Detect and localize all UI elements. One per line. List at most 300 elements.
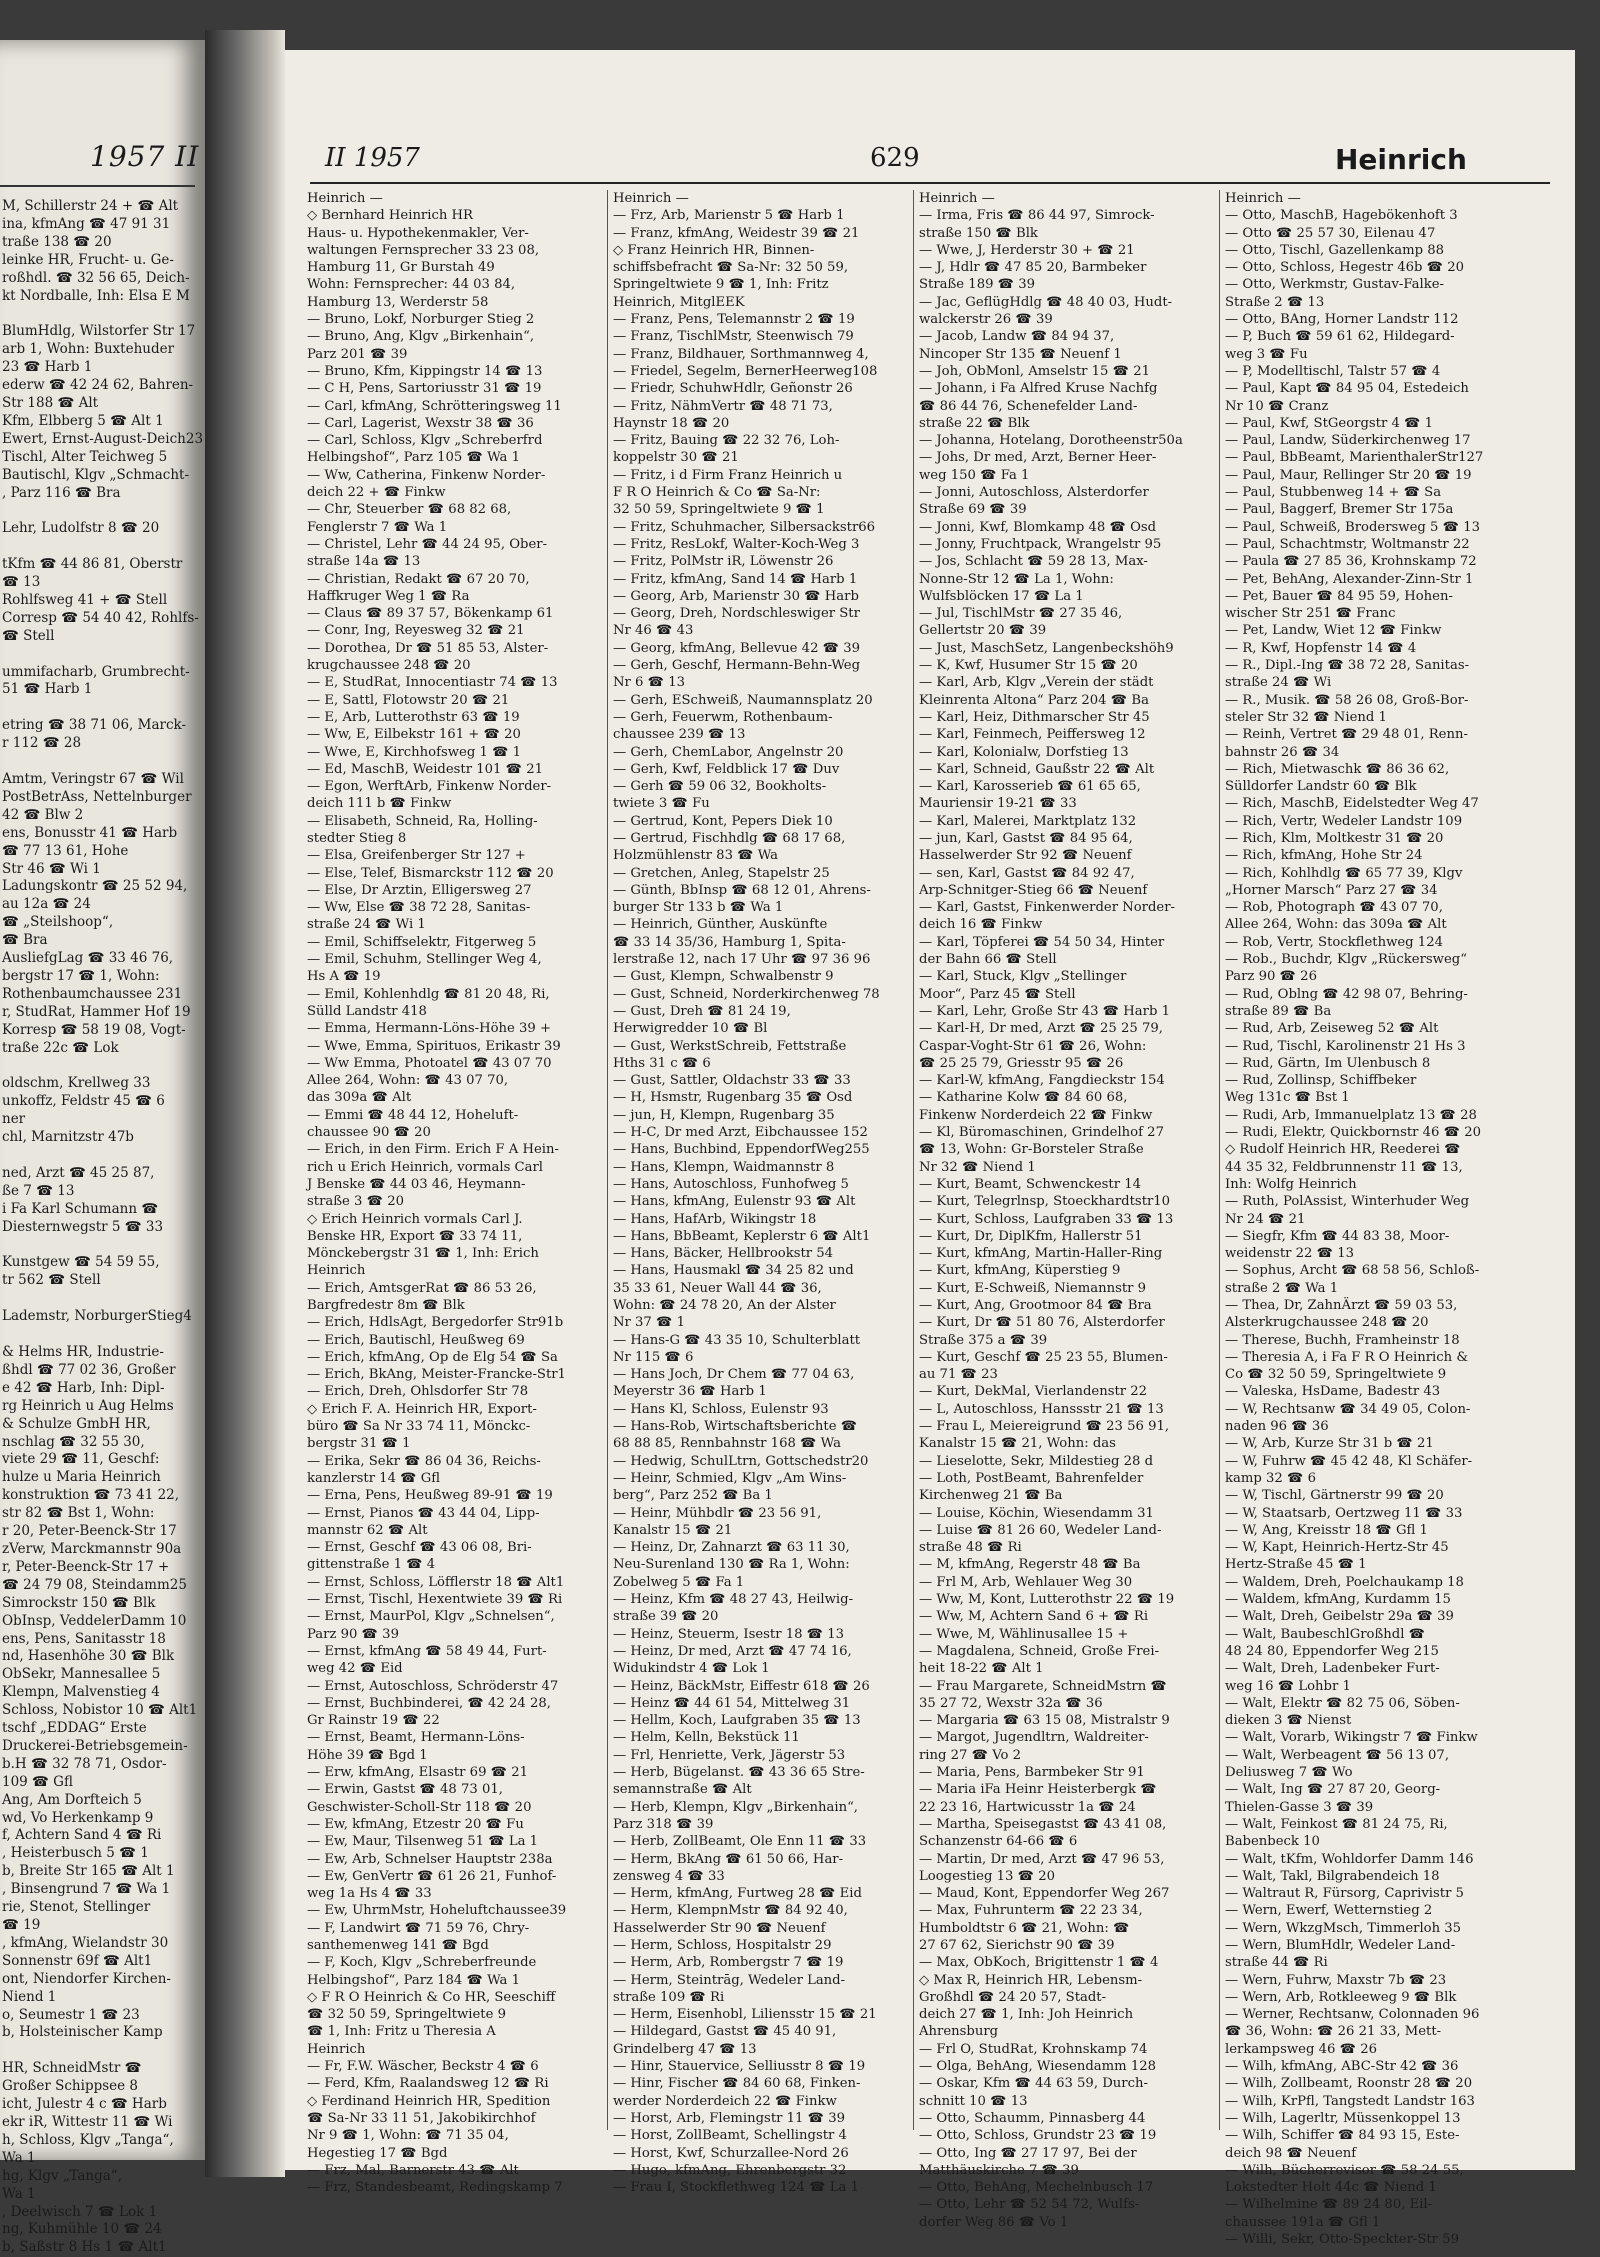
- directory-entry-line: Bargfredestr 8m ☎ Blk: [307, 1298, 465, 1313]
- directory-entry-line: — Oskar, Kfm ☎ 44 63 59, Durch-: [919, 2076, 1148, 2092]
- directory-entry-line: stedter Stieg 8: [307, 830, 407, 846]
- directory-entry-line: , Parz 116 ☎ Bra: [2, 484, 121, 501]
- directory-entry-line: Nr 10 ☎ Cranz: [1225, 398, 1329, 414]
- directory-entry-line: — Erw, kfmAng, Elsastr 69 ☎ 21: [307, 1765, 529, 1781]
- directory-entry-line: — Franz, Bildhauer, Sorthmannweg 4,: [613, 346, 869, 362]
- directory-entry-line: Nr 32 ☎ Niend 1: [919, 1159, 1036, 1175]
- directory-entry-line: str 82 ☎ Bst 1, Wohn:: [2, 1505, 155, 1522]
- directory-entry-line: semannstraße ☎ Alt: [613, 1782, 752, 1798]
- directory-entry-line: — Rob, Vertr, Stockflethweg 124: [1225, 934, 1443, 950]
- directory-entry-line: — Heinz, Kfm ☎ 48 27 43, Heilwig-: [613, 1592, 854, 1608]
- directory-entry-line: straße 22 ☎ Blk: [919, 415, 1030, 431]
- directory-entry-line: Deliusweg 7 ☎ Wo: [1225, 1765, 1353, 1781]
- directory-entry-line: — Erich, kfmAng, Op de Elg 54 ☎ Sa: [307, 1349, 558, 1365]
- directory-entry-line: — Otto, Schaumm, Pinnasberg 44: [919, 2110, 1146, 2126]
- directory-entry-line: ☎ 32 50 59, Springeltwiete 9: [307, 2007, 506, 2023]
- directory-entry-line: — Wern, Fuhrw, Maxstr 7b ☎ 23: [1225, 1972, 1447, 1988]
- directory-entry-line: Str 188 ☎ Alt: [2, 394, 99, 411]
- directory-entry-line: — Fritz, Bauing ☎ 22 32 76, Loh-: [613, 433, 840, 449]
- directory-entry-line: Nr 24 ☎ 21: [1225, 1211, 1306, 1227]
- directory-entry-line: [2, 1237, 202, 1255]
- directory-entry-line: — E, Arb, Lutterothstr 63 ☎ 19: [307, 709, 520, 725]
- directory-entry-line: — Johs, Dr med, Arzt, Berner Heer-: [919, 450, 1157, 466]
- directory-entry-line: — Fritz, ResLokf, Walter-Koch-Weg 3: [613, 536, 860, 552]
- directory-entry-line: — Jul, TischlMstr ☎ 27 35 46,: [919, 606, 1123, 622]
- directory-entry-line: — jun, H, Klempn, Rugenbarg 35: [613, 1107, 835, 1123]
- directory-entry-line: — Ernst, kfmAng ☎ 58 49 44, Furt-: [307, 1643, 547, 1659]
- directory-entry-line: — Georg, Dreh, Nordschleswiger Str: [613, 606, 860, 622]
- directory-entry-line: HR, SchneidMstr ☎: [2, 2060, 142, 2077]
- directory-entry-line: — Emma, Hermann-Löns-Höhe 39 +: [307, 1021, 552, 1037]
- directory-entry-line: — Gretchen, Anleg, Stapelstr 25: [613, 865, 830, 881]
- directory-entry-line: rg Heinrich u Aug Helms: [2, 1397, 174, 1414]
- directory-entry-line: chaussee 191a ☎ Gfl 1: [1225, 2214, 1381, 2230]
- directory-entry-line: — Horst, ZollBeamt, Schellingstr 4: [613, 2128, 847, 2144]
- directory-entry-line: — Friedr, SchuhwHdlr, Geñonstr 26: [613, 381, 853, 397]
- directory-entry-line: Rohlfsweg 41 + ☎ Stell: [2, 591, 168, 608]
- header-rule: [310, 182, 1550, 184]
- directory-entry-line: — Gerh, ESchweiß, Naumannsplatz 20: [613, 692, 873, 708]
- directory-entry-line: — L, Autoschloss, Hanssstr 21 ☎ 13: [919, 1401, 1164, 1417]
- directory-entry-line: — Karl, Lehr, Große Str 43 ☎ Harb 1: [919, 1003, 1170, 1019]
- directory-entry-line: weg 150 ☎ Fa 1: [919, 467, 1030, 483]
- page-number: 629: [870, 143, 920, 173]
- directory-entry-line: viete 29 ☎ 11, Geschf:: [2, 1451, 160, 1468]
- directory-entry-line: Moor“, Parz 45 ☎ Stell: [919, 986, 1076, 1002]
- directory-entry-line: Lademstr, NorburgerStieg4: [2, 1308, 192, 1325]
- directory-entry-line: tschf „EDDAG“ Erste: [2, 1720, 147, 1737]
- directory-entry-line: — Siegfr, Kfm ☎ 44 83 38, Moor-: [1225, 1228, 1450, 1244]
- directory-entry-line: — Wwe, E, Kirchhofsweg 1 ☎ 1: [307, 744, 522, 760]
- directory-entry-line: Kanalstr 15 ☎ 21: [613, 1522, 733, 1538]
- directory-entry-line: chaussee 239 ☎ 13: [613, 727, 746, 743]
- directory-entry-line: ☎ Bra: [2, 932, 48, 949]
- directory-entry-line: der Bahn 66 ☎ Stell: [919, 952, 1057, 968]
- directory-entry-line: traße 138 ☎ 20: [2, 233, 112, 250]
- directory-entry-line: icht, Julestr 4 c ☎ Harb: [2, 2096, 167, 2113]
- directory-entry-line: Heinrich —: [919, 191, 995, 206]
- directory-entry-line: — Ernst, Beamt, Hermann-Löns-: [307, 1730, 525, 1746]
- directory-entry-line: hulze u Maria Heinrich: [2, 1469, 161, 1486]
- directory-entry-line: — Johanna, Hotelang, Dorotheenstr50a: [919, 433, 1183, 449]
- directory-entry-line: konstruktion ☎ 73 41 22,: [2, 1487, 180, 1504]
- left-page-header: 1957 II: [90, 140, 200, 173]
- directory-entry-line: — Wwe, Emma, Spirituos, Erikastr 39: [307, 1038, 561, 1054]
- directory-entry-line: — Frau Margarete, SchneidMstrn ☎: [919, 1678, 1167, 1694]
- directory-entry-line: — Erwin, Gastst ☎ 48 73 01,: [307, 1782, 503, 1798]
- directory-entry-line: rich u Erich Heinrich, vormals Carl: [307, 1159, 544, 1175]
- directory-entry-line: — Walt, Werbeagent ☎ 56 13 07,: [1225, 1747, 1450, 1763]
- directory-entry-line: — P, Buch ☎ 59 61 62, Hildegard-: [1225, 329, 1455, 345]
- directory-entry-line: — Hellm, Koch, Laufgraben 35 ☎ 13: [613, 1713, 861, 1729]
- directory-entry-line: — Ernst, Geschf ☎ 43 06 08, Bri-: [307, 1540, 532, 1556]
- directory-entry-line: — Rud, Tischl, Karolinenstr 21 Hs 3: [1225, 1038, 1466, 1054]
- directory-entry-line: Simrockstr 150 ☎ Blk: [2, 1594, 156, 1611]
- directory-entry-line: ☎ 19: [2, 1917, 41, 1933]
- directory-entry-line: — P, Modelltischl, Talstr 57 ☎ 4: [1225, 363, 1441, 379]
- directory-entry-line: e 42 ☎ Harb, Inh: Dipl-: [2, 1379, 165, 1396]
- directory-entry-line: dieken 3 ☎ Nienst: [1225, 1713, 1352, 1729]
- directory-entry-line: J Benske ☎ 44 03 46, Heymann-: [307, 1176, 526, 1192]
- directory-entry-line: — Conr, Ing, Reyesweg 32 ☎ 21: [307, 623, 525, 639]
- directory-entry-line: — Claus ☎ 89 37 57, Bökenkamp 61: [307, 606, 554, 622]
- directory-entry-line: Klempn, Malvenstieg 4: [2, 1684, 160, 1701]
- directory-entry-line: — Hinr, Stauervice, Selliusstr 8 ☎ 19: [613, 2059, 866, 2075]
- directory-entry-line: 68 88 85, Rennbahnstr 168 ☎ Wa: [613, 1436, 841, 1452]
- directory-entry-line: bergstr 31 ☎ 1: [307, 1436, 411, 1452]
- directory-entry-line: — Paul, BbBeamt, MarienthalerStr127: [1225, 450, 1484, 466]
- directory-entry-line: au 71 ☎ 23: [919, 1367, 998, 1383]
- directory-entry-line: — Herm, Eisenhobl, Liliensstr 15 ☎ 21: [613, 2007, 877, 2023]
- directory-entry-line: — Ww, M, Achtern Sand 6 + ☎ Ri: [919, 1609, 1149, 1625]
- directory-entry-line: Straße 375 a ☎ 39: [919, 1332, 1048, 1348]
- directory-entry-line: Allee 264, Wohn: ☎ 43 07 70,: [307, 1073, 509, 1089]
- directory-entry-line: Loogestieg 13 ☎ 20: [919, 1868, 1055, 1884]
- directory-entry-line: — Helm, Kelln, Bekstück 11: [613, 1730, 800, 1746]
- directory-entry-line: ☎ 1, Inh: Fritz u Theresia A: [307, 2024, 496, 2040]
- directory-entry-line: — Wilh, kfmAng, ABC-Str 42 ☎ 36: [1225, 2059, 1459, 2075]
- directory-entry-line: Sonnenstr 69f ☎ Alt1: [2, 1952, 153, 1969]
- directory-entry-line: — Otto, Werkmstr, Gustav-Falke-: [1225, 277, 1444, 293]
- directory-entry-line: — Heinz, Dr, Zahnarzt ☎ 63 11 30,: [613, 1540, 850, 1556]
- directory-entry-line: Diesternwegstr 5 ☎ 33: [2, 1218, 164, 1235]
- directory-entry-line: — Maria iFa Heinr Heisterbergk ☎: [919, 1782, 1157, 1798]
- directory-entry-line: Kirchenweg 21 ☎ Ba: [919, 1488, 1063, 1504]
- directory-entry-line: — W, Kapt, Heinrich-Hertz-Str 45: [1225, 1540, 1449, 1556]
- directory-entry-line: — Rud, Zollinsp, Schiffbeker: [1225, 1073, 1417, 1089]
- directory-entry-line: ◇ F R O Heinrich & Co HR, Seeschiff: [307, 1989, 556, 2005]
- directory-entry-line: — Magdalena, Schneid, Große Frei-: [919, 1643, 1160, 1659]
- directory-entry-line: — Margaria ☎ 63 15 08, Mistralstr 9: [919, 1713, 1170, 1729]
- directory-entry-line: — Rich, Vertr, Wedeler Landstr 109: [1225, 813, 1463, 829]
- directory-entry-line: — Fritz, kfmAng, Sand 14 ☎ Harb 1: [613, 571, 858, 587]
- directory-entry-line: bahnstr 26 ☎ 34: [1225, 744, 1340, 760]
- directory-entry-line: — Karl, Töpferei ☎ 54 50 34, Hinter: [919, 934, 1165, 950]
- directory-entry-line: — Irma, Fris ☎ 86 44 97, Simrock-: [919, 208, 1155, 224]
- directory-entry-line: — jun, Karl, Gastst ☎ 84 95 64,: [919, 830, 1133, 846]
- directory-entry-line: ont, Niendorfer Kirchen-: [2, 1970, 171, 1987]
- directory-entry-line: — Georg, kfmAng, Bellevue 42 ☎ 39: [613, 640, 861, 656]
- directory-entry-line: — W, Arb, Kurze Str 31 b ☎ 21: [1225, 1436, 1434, 1452]
- directory-entry-line: Zobelweg 5 ☎ Fa 1: [613, 1574, 745, 1590]
- directory-entry-line: , Heisterbusch 5 ☎ 1: [2, 1845, 149, 1862]
- directory-entry-line: — Otto, BehAng, Mechelnbusch 17: [919, 2180, 1154, 2196]
- directory-entry-line: — Wwe, J, Herderstr 30 + ☎ 21: [919, 242, 1135, 258]
- directory-entry-line: santhemenweg 141 ☎ Bgd: [307, 1937, 489, 1953]
- directory-entry-line: — Rich, kfmAng, Hohe Str 24: [1225, 848, 1423, 864]
- directory-entry-line: 35 33 61, Neuer Wall 44 ☎ 36,: [613, 1280, 822, 1296]
- directory-entry-line: — Fritz, Schuhmacher, Silbersackstr66: [613, 519, 876, 535]
- directory-entry-line: — R., Musik. ☎ 58 26 08, Groß-Bor-: [1225, 692, 1469, 708]
- directory-entry-line: Wa 1: [2, 2149, 36, 2166]
- directory-entry-line: krugchaussee 248 ☎ 20: [307, 658, 471, 674]
- directory-entry-line: [2, 538, 202, 556]
- directory-entry-line: Ahrensburg: [919, 2024, 999, 2040]
- directory-entry-line: — Ruth, PolAssist, Winterhuder Weg: [1225, 1194, 1470, 1210]
- directory-entry-line: — Wilh, KrPfl, Tangstedt Landstr 163: [1225, 2093, 1475, 2109]
- directory-entry-line: — Frl M, Arb, Wehlauer Weg 30: [919, 1574, 1133, 1590]
- directory-entry-line: — Fritz, NähmVertr ☎ 48 71 73,: [613, 398, 833, 414]
- directory-entry-line: PostBetrAss, Nettelnburger: [2, 788, 192, 805]
- directory-entry-line: — Frl O, StudRat, Krohnskamp 74: [919, 2041, 1148, 2057]
- directory-entry-line: — Kurt, kfmAng, Küperstieg 9: [919, 1263, 1121, 1279]
- directory-entry-line: Kleinrenta Altona“ Parz 204 ☎ Ba: [919, 692, 1149, 708]
- directory-entry-line: naden 96 ☎ 36: [1225, 1419, 1329, 1435]
- directory-entry-line: straße 89 ☎ Ba: [1225, 1003, 1332, 1019]
- directory-entry-line: — Kurt, Dr, DiplKfm, Hallerstr 51: [919, 1228, 1143, 1244]
- directory-entry-line: & Schulze GmbH HR,: [2, 1415, 151, 1432]
- directory-entry-line: Geschwister-Scholl-Str 118 ☎ 20: [307, 1799, 532, 1815]
- directory-entry-line: Str 46 ☎ Wi 1: [2, 860, 101, 877]
- directory-entry-line: Hertz-Straße 45 ☎ 1: [1225, 1557, 1367, 1573]
- directory-entry-line: 22 23 16, Hartwicusstr 1a ☎ 24: [919, 1799, 1136, 1815]
- directory-entry-line: — Gust, Klempn, Schwalbenstr 9: [613, 969, 834, 985]
- directory-column-2: [613, 190, 911, 2196]
- directory-entry-line: Allee 264, Wohn: das 309a ☎ Alt: [1225, 917, 1447, 933]
- directory-entry-line: — Christian, Redakt ☎ 67 20 70,: [307, 571, 530, 587]
- directory-entry-line: — Wern, Arb, Rotkleeweg 9 ☎ Blk: [1225, 1989, 1457, 2005]
- directory-entry-line: — Karl, Karosserieb ☎ 61 65 65,: [919, 779, 1141, 795]
- directory-entry-line: — Ernst, Tischl, Hexentwiete 39 ☎ Ri: [307, 1592, 563, 1608]
- directory-entry-line: Schloss, Nobistor 10 ☎ Alt1: [2, 1702, 198, 1719]
- directory-entry-line: Nr 37 ☎ 1: [613, 1315, 686, 1331]
- directory-entry-line: — Jacob, Landw ☎ 84 94 37,: [919, 329, 1115, 345]
- directory-entry-line: — Kl, Büromaschinen, Grindelhof 27: [919, 1125, 1164, 1141]
- directory-entry-line: kamp 32 ☎ 6: [1225, 1470, 1316, 1486]
- directory-entry-line: o, Seumestr 1 ☎ 23: [2, 2006, 140, 2023]
- column-divider: [913, 190, 914, 2130]
- directory-entry-line: Parz 90 ☎ 39: [307, 1626, 399, 1642]
- directory-entry-line: — Carl, Lagerist, Wexstr 38 ☎ 36: [307, 415, 534, 431]
- directory-entry-line: — Hans Joch, Dr Chem ☎ 77 04 63,: [613, 1367, 855, 1383]
- directory-entry-line: — Bruno, Lokf, Norburger Stieg 2: [307, 312, 535, 328]
- directory-entry-line: — Paul, Schweiß, Brodersweg 5 ☎ 13: [1225, 519, 1480, 535]
- directory-entry-line: — Rudi, Arb, Immanuelplatz 13 ☎ 28: [1225, 1107, 1477, 1123]
- directory-entry-line: ◇ Max R, Heinrich HR, Lebensm-: [919, 1972, 1143, 1988]
- directory-entry-line: — Theresia A, i Fa F R O Heinrich &: [1225, 1349, 1469, 1365]
- directory-entry-line: — Hans, Hausmakl ☎ 34 25 82 und: [613, 1263, 854, 1279]
- directory-entry-line: Arp-Schnitger-Stieg 66 ☎ Neuenf: [919, 882, 1148, 898]
- directory-entry-line: — E, Sattl, Flotowstr 20 ☎ 21: [307, 692, 510, 708]
- directory-entry-line: Höhe 39 ☎ Bgd 1: [307, 1747, 428, 1763]
- directory-entry-line: schiffsbefracht ☎ Sa-Nr: 32 50 59,: [613, 260, 849, 276]
- directory-entry-line: — Pet, Landw, Wiet 12 ☎ Finkw: [1225, 623, 1442, 639]
- directory-entry-line: weg 3 ☎ Fu: [1225, 346, 1308, 362]
- directory-entry-line: — Martin, Dr med, Arzt ☎ 47 96 53,: [919, 1851, 1165, 1867]
- column-divider: [607, 190, 608, 2130]
- directory-entry-line: ummifacharb, Grumbrecht-: [2, 663, 190, 680]
- directory-entry-line: — Ww, M, Kont, Lutterothstr 22 ☎ 19: [919, 1592, 1175, 1608]
- directory-entry-line: Kfm, Elbberg 5 ☎ Alt 1: [2, 412, 164, 429]
- directory-entry-line: — Jos, Schlacht ☎ 59 28 13, Max-: [919, 554, 1148, 570]
- directory-entry-line: Matthäuskirche 7 ☎ 39: [919, 2162, 1079, 2178]
- directory-entry-line: chl, Marnitzstr 47b: [2, 1129, 134, 1146]
- directory-entry-line: — Ernst, Pianos ☎ 43 44 04, Lipp-: [307, 1505, 540, 1521]
- directory-column-3: [919, 190, 1217, 2231]
- directory-entry-line: — Emil, Schuhm, Stellinger Weg 4,: [307, 952, 542, 968]
- directory-entry-line: Nr 46 ☎ 43: [613, 623, 694, 639]
- directory-entry-line: — Gust, Sattler, Oldachstr 33 ☎ 33: [613, 1073, 851, 1089]
- left-header-rule: [0, 185, 195, 187]
- directory-entry-line: ens, Bonusstr 41 ☎ Harb: [2, 824, 178, 841]
- directory-entry-line: — J, Hdlr ☎ 47 85 20, Barmbeker: [919, 260, 1147, 276]
- directory-entry-line: — Karl, Feinmech, Peiffersweg 12: [919, 727, 1146, 743]
- right-page: [285, 50, 1575, 2248]
- directory-entry-line: — Horst, Arb, Flemingstr 11 ☎ 39: [613, 2110, 845, 2126]
- directory-entry-line: straße 2 ☎ Wa 1: [1225, 1280, 1339, 1296]
- directory-entry-line: Gellertstr 20 ☎ 39: [919, 623, 1047, 639]
- directory-entry-line: burger Str 133 b ☎ Wa 1: [613, 900, 784, 916]
- directory-entry-line: Heinrich, MitglEEK: [613, 294, 745, 310]
- directory-entry-line: — Werner, Rechtsanw, Colonnaden 96: [1225, 2007, 1480, 2023]
- directory-entry-line: straße 39 ☎ 20: [613, 1609, 719, 1625]
- directory-entry-line: [2, 502, 202, 520]
- directory-entry-line: oldschm, Krellweg 33: [2, 1075, 151, 1092]
- directory-entry-line: — Frau I, Stockflethweg 124 ☎ La 1: [613, 2180, 859, 2196]
- directory-entry-line: — W, Staatsarb, Oertzweg 11 ☎ 33: [1225, 1505, 1463, 1521]
- directory-entry-line: BlumHdlg, Wilstorfer Str 17: [2, 323, 196, 340]
- directory-entry-line: — Ferd, Kfm, Raalandsweg 12 ☎ Ri: [307, 2076, 549, 2092]
- directory-entry-line: berg“, Parz 252 ☎ Ba 1: [613, 1488, 773, 1504]
- directory-entry-line: — Karl, Heiz, Dithmarscher Str 45: [919, 709, 1150, 725]
- directory-entry-line: nd, Hasenhöhe 30 ☎ Blk: [2, 1648, 175, 1665]
- directory-entry-line: Nincoper Str 135 ☎ Neuenf 1: [919, 346, 1122, 362]
- directory-entry-line: — Erika, Sekr ☎ 86 04 36, Reichs-: [307, 1453, 541, 1469]
- directory-entry-line: — Günth, BbInsp ☎ 68 12 01, Ahrens-: [613, 882, 871, 898]
- directory-entry-line: — Erich, Bautischl, Heußweg 69: [307, 1332, 525, 1348]
- directory-entry-line: weg 42 ☎ Eid: [307, 1661, 403, 1677]
- directory-entry-line: — E, StudRat, Innocentiastr 74 ☎ 13: [307, 675, 558, 691]
- directory-entry-line: — Just, MaschSetz, Langenbeckshöh9: [919, 640, 1174, 656]
- left-page: [0, 40, 205, 2256]
- directory-entry-line: traße 22c ☎ Lok: [2, 1039, 119, 1056]
- directory-entry-line: Großhdl ☎ 24 20 57, Stadt-: [919, 1989, 1107, 2005]
- directory-entry-line: hg, Klgv „Tanga“,: [2, 2167, 122, 2184]
- directory-entry-line: ßhdl ☎ 77 02 36, Großer: [2, 1361, 176, 1378]
- directory-entry-line: f, Achtern Sand 4 ☎ Ri: [2, 1827, 162, 1844]
- directory-entry-line: — Friedel, Segelm, BernerHeerweg108: [613, 363, 878, 379]
- directory-entry-line: — Wilh, Schiffer ☎ 84 93 15, Este-: [1225, 2128, 1460, 2144]
- directory-entry-line: — Paul, Stubbenweg 14 + ☎ Sa: [1225, 485, 1442, 501]
- running-head-surname: Heinrich: [1335, 143, 1467, 176]
- directory-entry-line: Heinrich —: [307, 191, 383, 206]
- directory-entry-line: Weg 131c ☎ Bst 1: [1225, 1090, 1350, 1106]
- directory-entry-line: M, Schillerstr 24 + ☎ Alt: [2, 198, 179, 214]
- directory-entry-line: deich 98 ☎ Neuenf: [1225, 2145, 1357, 2161]
- directory-entry-line: — Erna, Pens, Heußweg 89-91 ☎ 19: [307, 1488, 553, 1504]
- directory-entry-line: — Rud, Gärtn, Im Ulenbusch 8: [1225, 1055, 1431, 1071]
- directory-entry-line: — Paul, Landw, Süderkirchenweg 17: [1225, 433, 1471, 449]
- directory-entry-line: kanzlerstr 14 ☎ Gfl: [307, 1470, 441, 1486]
- directory-entry-line: Gr Rainstr 19 ☎ 22: [307, 1713, 440, 1729]
- directory-entry-line: — Herb, Klempn, Klgv „Birkenhain“,: [613, 1799, 858, 1815]
- directory-entry-line: Thielen-Gasse 3 ☎ 39: [1225, 1799, 1374, 1815]
- directory-entry-line: Nr 115 ☎ 6: [613, 1349, 694, 1365]
- directory-entry-line: — Wern, Ewerf, Wetternstieg 2: [1225, 1903, 1433, 1919]
- directory-entry-line: „Horner Marsch“ Parz 27 ☎ 34: [1225, 882, 1438, 898]
- directory-entry-line: — Otto, Lehr ☎ 52 54 72, Wulfs-: [919, 2197, 1140, 2213]
- directory-entry-line: [2, 1290, 202, 1308]
- directory-entry-line: wd, Vo Herkenkamp 9: [2, 1809, 154, 1826]
- directory-entry-line: — Kurt, Telegrlnsp, Stoeckhardtstr10: [919, 1194, 1171, 1210]
- directory-entry-line: — Hans, Buchbind, EppendorfWeg255: [613, 1142, 870, 1158]
- directory-entry-line: ring 27 ☎ Vo 2: [919, 1747, 1022, 1763]
- directory-entry-line: — Walt, Elektr ☎ 82 75 06, Söben-: [1225, 1695, 1460, 1711]
- directory-entry-line: — Bruno, Ang, Klgv „Birkenhain“,: [307, 329, 535, 345]
- directory-entry-line: — Ww, Catherina, Finkenw Norder-: [307, 467, 546, 483]
- directory-entry-line: r 112 ☎ 28: [2, 735, 82, 752]
- directory-entry-line: — Reinh, Vertret ☎ 29 48 01, Renn-: [1225, 727, 1468, 743]
- directory-entry-line: — Karl, Schneid, Gaußstr 22 ☎ Alt: [919, 761, 1155, 777]
- directory-entry-line: — Herm, kfmAng, Furtweg 28 ☎ Eid: [613, 1886, 862, 1902]
- directory-entry-line: — Katharine Kolw ☎ 84 60 68,: [919, 1090, 1128, 1106]
- directory-entry-line: [2, 1147, 202, 1165]
- directory-entry-line: — Rudi, Elektr, Quickbornstr 46 ☎ 20: [1225, 1125, 1482, 1141]
- directory-entry-line: Nr 9 ☎ 1, Wohn: ☎ 71 35 04,: [307, 2128, 509, 2144]
- directory-entry-line: — Wwe, M, Wählinusallee 15 +: [919, 1626, 1129, 1642]
- directory-entry-line: — Paul, Schachtmstr, Woltmanstr 22: [1225, 536, 1470, 552]
- directory-entry-line: Hamburg 11, Gr Burstah 49: [307, 260, 495, 276]
- directory-entry-line: — Karl, Arb, Klgv „Verein der städt: [919, 675, 1154, 691]
- directory-entry-line: — Wilh, Bücherrevisor ☎ 58 24 55,: [1225, 2162, 1464, 2178]
- directory-entry-line: — W, Ang, Kreisstr 18 ☎ Gfl 1: [1225, 1522, 1428, 1538]
- directory-entry-line: ☎ 33 14 35/36, Hamburg 1, Spita-: [613, 934, 846, 950]
- directory-entry-line: — Walt, Ing ☎ 27 87 20, Georg-: [1225, 1782, 1441, 1798]
- directory-entry-line: — Erich, in den Firm. Erich F A Hein-: [307, 1142, 559, 1158]
- directory-entry-line: kt Nordballe, Inh: Elsa E M: [2, 287, 190, 304]
- directory-entry-line: deich 27 ☎ 1, Inh: Joh Heinrich: [919, 2007, 1134, 2023]
- directory-entry-line: Lehr, Ludolfstr 8 ☎ 20: [2, 520, 160, 537]
- directory-entry-line: , Binsengrund 7 ☎ Wa 1: [2, 1881, 171, 1898]
- directory-entry-line: — Carl, kfmAng, Schrötteringsweg 11: [307, 398, 562, 414]
- directory-entry-line: Helbingshof“, Parz 105 ☎ Wa 1: [307, 450, 520, 466]
- directory-entry-line: — Jonny, Fruchtpack, Wrangelstr 95: [919, 536, 1162, 552]
- directory-entry-line: — Frl, Henriette, Verk, Jägerstr 53: [613, 1747, 846, 1763]
- directory-entry-line: — Hugo, kfmAng, Ehrenbergstr 32: [613, 2162, 847, 2178]
- directory-entry-line: 44 35 32, Feldbrunnenstr 11 ☎ 13,: [1225, 1159, 1463, 1175]
- directory-entry-line: [2, 753, 202, 771]
- directory-entry-line: zVerw, Marckmannstr 90a: [2, 1540, 182, 1557]
- directory-entry-line: — Max, Fuhrunterm ☎ 22 23 34,: [919, 1903, 1143, 1919]
- directory-entry-line: Parz 318 ☎ 39: [613, 1816, 714, 1832]
- directory-entry-line: Niend 1: [2, 1988, 57, 2005]
- directory-entry-line: & Helms HR, Industrie-: [2, 1344, 164, 1360]
- directory-entry-line: — Horst, Kwf, Schurzallee-Nord 26: [613, 2145, 849, 2161]
- directory-entry-line: Mauriensir 19-21 ☎ 33: [919, 796, 1077, 812]
- directory-entry-line: straße 24 ☎ Wi 1: [307, 917, 426, 933]
- directory-entry-line: 23 ☎ Harb 1: [2, 359, 93, 376]
- directory-entry-line: — Maria, Pens, Barmbeker Str 91: [919, 1765, 1145, 1781]
- directory-entry-line: — Egon, WerftArb, Finkenw Norder-: [307, 779, 552, 795]
- directory-column-1: [307, 190, 605, 2196]
- directory-entry-line: — Kurt, Schloss, Laufgraben 33 ☎ 13: [919, 1211, 1174, 1227]
- directory-entry-line: — Fr, F.W. Wäscher, Beckstr 4 ☎ 6: [307, 2059, 539, 2075]
- directory-entry-line: — Carl, Schloss, Klgv „Schreberfrd: [307, 433, 543, 449]
- directory-entry-line: — Heinz, Dr med, Arzt ☎ 47 74 16,: [613, 1643, 852, 1659]
- directory-entry-line: — Herm, Steintrāg, Wedeler Land-: [613, 1972, 846, 1988]
- directory-entry-line: Heinrich: [307, 2041, 366, 2057]
- directory-entry-line: — Walt, Dreh, Geibelstr 29a ☎ 39: [1225, 1609, 1454, 1625]
- directory-entry-line: — Herb, Bügelanst. ☎ 43 36 65 Stre-: [613, 1765, 865, 1781]
- directory-entry-line: Bautischl, Klgv „Schmacht-: [2, 466, 190, 483]
- directory-entry-line: — Pet, BehAng, Alexander-Zinn-Str 1: [1225, 571, 1474, 587]
- directory-entry-line: ◇ Rudolf Heinrich HR, Reederei ☎: [1225, 1142, 1461, 1158]
- directory-entry-line: — Wern, BlumHdlr, Wedeler Land-: [1225, 1937, 1456, 1953]
- directory-entry-line: mannstr 62 ☎ Alt: [307, 1522, 428, 1538]
- directory-entry-line: Hasselwerder Str 92 ☎ Neuenf: [919, 848, 1132, 864]
- directory-entry-line: ner: [2, 1111, 26, 1128]
- directory-entry-line: Corresp ☎ 54 40 42, Rohlfs-: [2, 609, 199, 626]
